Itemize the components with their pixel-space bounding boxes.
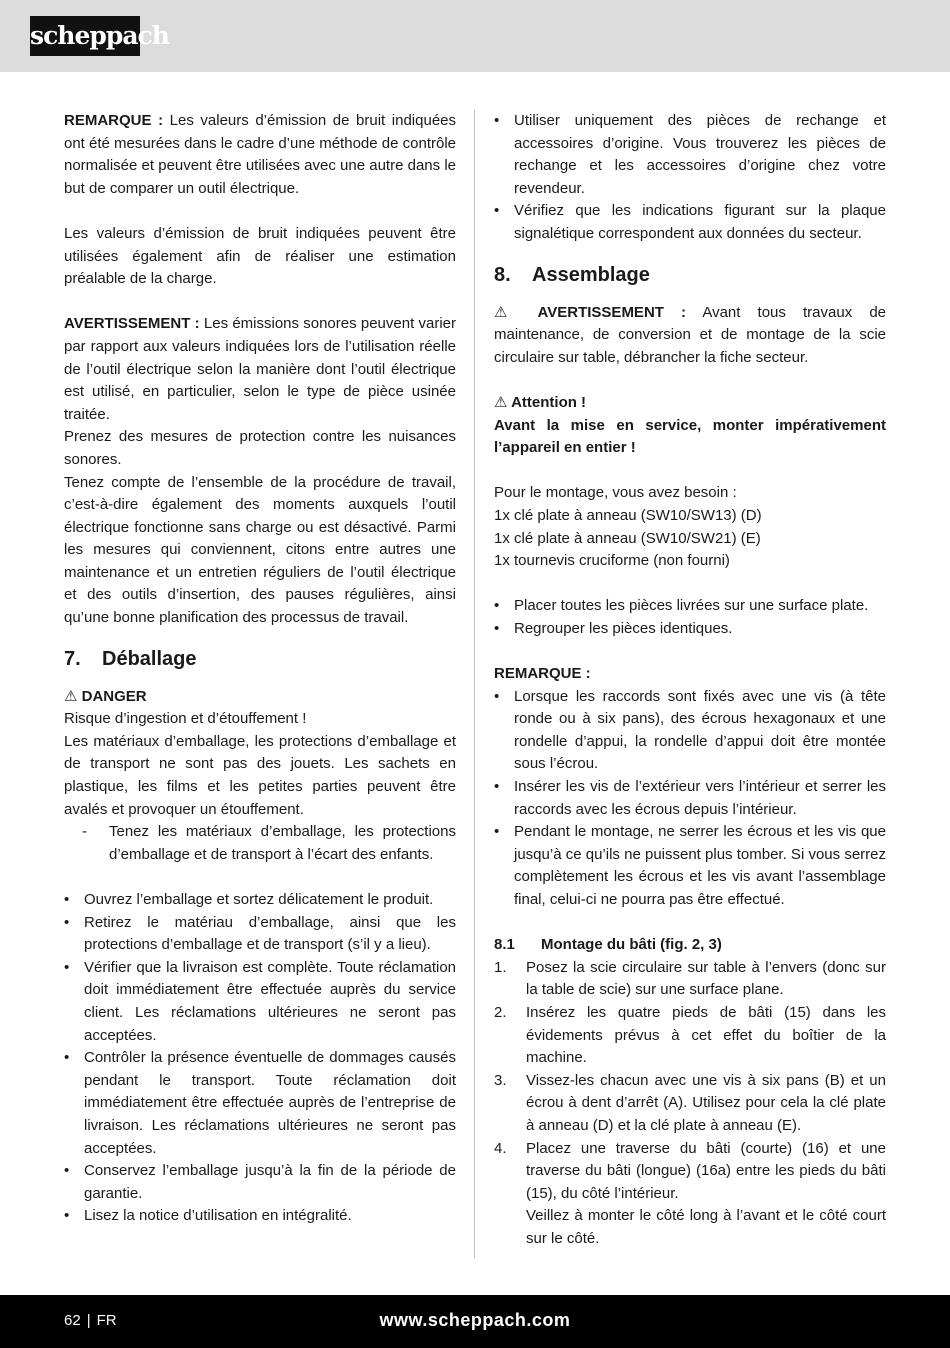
avertissement-text: Avant tous travaux de maintenance, de conversion et de montage de la scie circulaire sur table, débrancher la fiche secteur. xyxy=(494,303,886,366)
list-item xyxy=(494,200,886,245)
scheppach-logo: scheppach xyxy=(30,16,140,56)
spare-parts-bullet-list xyxy=(494,110,886,246)
list-item xyxy=(494,618,886,641)
page-number: 62 xyxy=(64,1312,81,1329)
section-8-title: Assemblage xyxy=(532,263,650,286)
step-text: Posez la scie circulaire sur table à l’envers (donc sur la table de scie) sur une surface plane. xyxy=(526,958,886,999)
section-7-number: 7. xyxy=(64,647,81,670)
warning-triangle-icon: ⚠ xyxy=(494,393,508,411)
bullet-mark: • xyxy=(494,619,500,637)
bullet-mark: • xyxy=(64,1207,70,1225)
section-8-heading xyxy=(494,262,886,288)
column-divider xyxy=(474,110,475,1258)
page-header xyxy=(0,0,950,72)
procedure-paragraph: Tenez compte de l’ensemble de la procédure de travail, c’est-à-dire également des moments auxquels l’outil électrique fonctionne sans charge ou est désactivé. Parmi les mesures qui conviennent, citons entre autres une maintenance et un entretien réguliers de l’outil électrique et des outils d’insertion, des pauses régulières, ainsi qu’une bonne planification des processus de travail. xyxy=(64,473,456,627)
bullet-mark: • xyxy=(494,778,500,796)
bullet-text: Regrouper les pièces identiques. xyxy=(514,619,733,637)
language-code: FR xyxy=(96,1312,117,1329)
dash-mark: - xyxy=(82,823,87,841)
bullet-text: Vérifier que la livraison est complète. Toute réclamation doit immédiatement être effectuée auprès du service client. Les réclamations ultérieures ne seront pas acceptées. xyxy=(84,958,456,1044)
page-footer xyxy=(0,1295,950,1348)
step-4-note: Veillez à monter le côté long à l’avant et le côté court sur le côté. xyxy=(526,1207,886,1247)
warning-triangle-icon: ⚠ xyxy=(64,687,78,705)
step-item xyxy=(494,1002,886,1070)
bullet-mark: • xyxy=(64,891,70,908)
step-item xyxy=(494,957,886,1002)
step-item xyxy=(494,1138,886,1206)
preparation-bullet-list xyxy=(494,595,886,640)
danger-text: Les matériaux d’emballage, les protections d’emballage et de transport ne sont pas des jouets. Les sachets en plastique, les films et les petites parties peuvent être avalés et provoquer un étouffement. xyxy=(64,732,456,818)
section-8-1-title: Montage du bâti (fig. 2, 3) xyxy=(541,936,722,954)
bullet-mark: • xyxy=(64,913,70,931)
remarque-paragraph xyxy=(64,110,456,200)
tools-needed-item: 1x clé plate à anneau (SW10/SW13) (D) xyxy=(494,506,762,524)
bullet-text: Conservez l’emballage jusqu’à la fin de la période de garantie. xyxy=(84,1162,456,1202)
bullet-text: Placer toutes les pièces livrées sur une surface plate. xyxy=(514,597,869,615)
frame-assembly-steps xyxy=(494,957,886,1206)
list-item xyxy=(64,1160,456,1205)
bullet-text: Pendant le montage, ne serrer les écrous et les vis que jusqu’à ce qu’ils ne puissent plus tomber. Si vous serrez complètement les écrous et les vis avant l’assemblage final, celui-ci ne pourra pas être effectué. xyxy=(514,823,886,908)
step-text: Placez une traverse du bâti (courte) (16) et une traverse du bâti (longue) (16a) entre les pieds du bâti (15), du côté l’intérieur. xyxy=(526,1139,886,1202)
list-item xyxy=(64,821,456,866)
bullet-text: Lisez la notice d’utilisation en intégralité. xyxy=(84,1207,352,1225)
list-item xyxy=(494,595,886,618)
danger-risk-line: Risque d’ingestion et d’étouffement ! xyxy=(64,710,307,728)
step-item xyxy=(494,1070,886,1138)
danger-heading xyxy=(64,686,456,709)
remarque-label: REMARQUE : xyxy=(64,112,164,129)
warning-triangle-icon: ⚠ xyxy=(494,303,521,321)
attention-heading xyxy=(494,392,886,415)
protection-paragraph: Prenez des mesures de protection contre les nuisances sonores. xyxy=(64,428,456,468)
avertissement-paragraph xyxy=(64,313,456,426)
list-item xyxy=(64,1205,456,1228)
list-item xyxy=(494,776,886,821)
list-item xyxy=(494,821,886,911)
bullet-text: Retirez le matériau d’emballage, ainsi que les protections d’emballage et de transport (s’il y a lieu). xyxy=(84,913,456,954)
bullet-mark: • xyxy=(64,1049,70,1067)
footer-separator: | xyxy=(86,1312,91,1329)
left-column xyxy=(64,110,456,1228)
step-number: 3. xyxy=(494,1071,507,1089)
remarque-label: REMARQUE : xyxy=(494,665,591,683)
bullet-mark: • xyxy=(494,687,500,705)
danger-label: DANGER xyxy=(81,687,147,705)
bullet-mark: • xyxy=(494,597,500,615)
bullet-text: Insérer les vis de l’extérieur vers l’intérieur et serrer les raccords avec les écrous depuis l’intérieur. xyxy=(514,778,886,818)
section-8-1-heading xyxy=(494,934,886,957)
step-number: 1. xyxy=(494,958,507,976)
step-text: Insérez les quatre pieds de bâti (15) dans les évidements prévus à cet effet du boîtier de la machine. xyxy=(526,1003,886,1067)
avertissement-label: AVERTISSEMENT : xyxy=(537,303,687,321)
danger-dash-list xyxy=(64,821,456,866)
bullet-mark: • xyxy=(64,958,70,976)
avertissement-label: AVERTISSEMENT : xyxy=(64,315,200,333)
bullet-text: Contrôler la présence éventuelle de dommages causés pendant le transport. Toute réclamation doit immédiatement être effectuée auprès de l’entreprise de livraison. Les réclamations ultérieures ne seront pas acceptées. xyxy=(84,1049,456,1157)
tools-needed-item: 1x clé plate à anneau (SW10/SW21) (E) xyxy=(494,529,761,547)
list-item xyxy=(64,889,456,912)
bullet-mark: • xyxy=(64,1162,70,1180)
bullet-mark: • xyxy=(494,202,500,220)
step-number: 2. xyxy=(494,1003,507,1021)
attention-text: Avant la mise en service, monter impérativement l’appareil en entier ! xyxy=(494,416,886,457)
remarque-bullet-list xyxy=(494,686,886,912)
attention-label: Attention ! xyxy=(511,393,587,411)
unpacking-bullet-list xyxy=(64,889,456,1228)
list-item xyxy=(494,110,886,200)
bullet-text: Vérifiez que les indications figurant sur la plaque signalétique correspondent aux données du secteur. xyxy=(514,202,886,242)
website-url: www.scheppach.com xyxy=(379,1310,571,1330)
bullet-text: Lorsque les raccords sont fixés avec une vis (à tête ronde ou à six pans), des écrous hexagonaux et une rondelle d’appui, la rondelle d’appui doit être montée sous l’écrou. xyxy=(514,687,886,773)
avertissement-text: Les émissions sonores peuvent varier par rapport aux valeurs indiquées lors de l’utilisation réelle de l’outil électrique selon la manière dont l’outil électrique est utilisé, en particulier, selon le type de pièce usinée traitée. xyxy=(64,315,456,423)
bullet-text: Ouvrez l’emballage et sortez délicatement le produit. xyxy=(84,891,434,908)
bullet-mark: • xyxy=(494,112,500,129)
section-8-number: 8. xyxy=(494,263,511,286)
step-number: 4. xyxy=(494,1139,507,1157)
section-8-1-number: 8.1 xyxy=(494,936,515,954)
right-column xyxy=(494,110,886,1251)
dash-item-text: Tenez les matériaux d’emballage, les protections d’emballage et de transport à l’écart des enfants. xyxy=(109,823,456,863)
estimation-paragraph: Les valeurs d’émission de bruit indiquées peuvent être utilisées également afin de réaliser une estimation préalable de la charge. xyxy=(64,224,456,288)
remarque-text: Les valeurs d’émission de bruit indiquées ont été mesurées dans le cadre d’une méthode de contrôle normalisée et peuvent être utilisées avec une autre dans le but de comparer un outil électrique. xyxy=(64,112,456,197)
step-text: Vissez-les chacun avec une vis à six pans (B) et un écrou à dent d’arrêt (A). Utilisez pour cela la clé plate à anneau (D) et la clé plate à anneau (E). xyxy=(526,1071,886,1134)
assembly-warning-paragraph xyxy=(494,302,886,370)
tools-needed-item: 1x tournevis cruciforme (non fourni) xyxy=(494,552,730,570)
bullet-text: Utiliser uniquement des pièces de rechange et accessoires d’origine. Vous trouverez les pièces de rechange et les accessoires d’origine chez votre revendeur. xyxy=(514,112,886,197)
list-item xyxy=(64,957,456,1047)
list-item xyxy=(64,1047,456,1160)
list-item xyxy=(64,912,456,957)
bullet-mark: • xyxy=(494,823,500,841)
section-7-title: Déballage xyxy=(102,647,197,670)
tools-needed-intro: Pour le montage, vous avez besoin : xyxy=(494,484,737,502)
list-item xyxy=(494,686,886,776)
section-7-heading xyxy=(64,646,456,672)
